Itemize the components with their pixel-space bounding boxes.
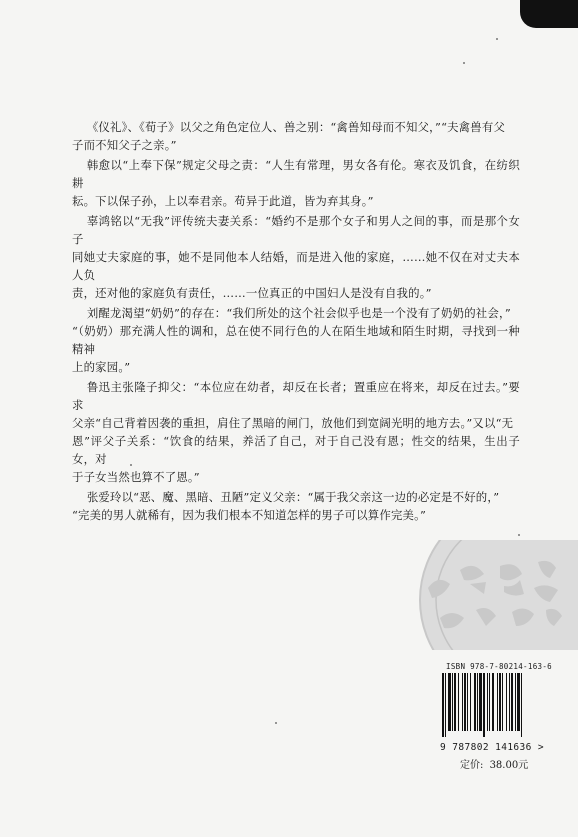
paragraph-line: 张爱玲以“恶、魔、黑暗、丑陋”定义父亲：“属于我父亲这一边的必定是不好的，” xyxy=(86,490,500,504)
barcode-bar xyxy=(521,673,522,737)
barcode-bar xyxy=(489,673,490,731)
paragraph-line: “完美的男人就稀有，因为我们根本不知道怎样的男子可以算作完美。” xyxy=(72,508,427,522)
barcode-bar xyxy=(462,673,463,731)
scan-speck xyxy=(463,62,465,64)
paragraph-line: 上的家园。” xyxy=(72,360,131,374)
isbn-barcode xyxy=(440,662,558,753)
quote-paragraph xyxy=(72,378,520,486)
paragraph-line: 《仪礼》、《荀子》以父之角色定位人、兽之别：“禽兽知母而不知父，”“夫禽兽有父 xyxy=(86,120,506,134)
barcode-bar xyxy=(464,673,466,731)
paragraph-line: 父亲“自己背着因袭的重担，肩住了黑暗的闸门，放他们到宽阔光明的地方去。”又以“无 xyxy=(72,416,514,430)
seal-icon xyxy=(400,540,578,650)
barcode-bar xyxy=(517,673,520,731)
barcode-bar xyxy=(487,673,488,731)
barcode-bar xyxy=(483,673,485,737)
quote-paragraph xyxy=(72,304,520,376)
barcode-bar xyxy=(458,673,459,731)
paragraph-line: 辜鸿铭以“无我”评传统夫妻关系：“婚约不是那个女子和男人之间的事，而是那个女子 xyxy=(72,214,520,246)
barcode-bar xyxy=(506,673,507,731)
barcode-bar xyxy=(467,673,468,731)
paragraph-line: 同她丈夫家庭的事，她不是同他本人结婚，而是进入他的家庭，……她不仅在对丈夫本人负 xyxy=(72,250,520,282)
back-cover-text xyxy=(72,118,520,526)
paragraph-line: 于子女当然也算不了恩。” xyxy=(72,470,200,484)
isbn-label: ISBN 978-7-80214-163-6 xyxy=(446,662,552,671)
corner-tab-decoration xyxy=(520,0,578,28)
quote-paragraph xyxy=(72,156,520,210)
barcode-bar xyxy=(448,673,451,731)
barcode-bar xyxy=(492,673,494,731)
barcode-bar xyxy=(499,673,501,731)
barcode-bar xyxy=(497,673,498,731)
barcode-bar xyxy=(452,673,453,731)
publisher-seal-watermark xyxy=(400,540,578,650)
barcode-bar xyxy=(445,673,446,737)
barcode-bar xyxy=(470,673,471,731)
quote-paragraph xyxy=(72,118,520,154)
price-label: 定价: xyxy=(460,760,484,771)
scan-speck xyxy=(275,722,277,724)
barcode-digits: 9 787802 141636 > xyxy=(440,742,545,753)
barcode-bar xyxy=(454,673,456,731)
paragraph-line: 韩愈以“上奉下保”规定父母之责：“人生有常理，男女各有伦。寒衣及饥食，在纺织耕 xyxy=(72,158,520,190)
paragraph-line: “（奶奶）那充满人性的调和，总在使不同行色的人在陌生地域和陌生时期，寻找到一种精神 xyxy=(72,324,520,356)
barcode-bar xyxy=(474,673,476,731)
paragraph-line: 恩”评父子关系：“饮食的结果，养活了自己，对于自己没有恩；性交的结果，生出子女，对 xyxy=(72,434,520,466)
barcode-bar xyxy=(442,673,444,737)
paragraph-line: 耘。下以保子孙，上以奉君亲。苟异于此道，皆为弃其身。” xyxy=(72,194,374,208)
scan-speck xyxy=(496,38,498,40)
scan-speck xyxy=(518,534,520,536)
barcode-bar xyxy=(502,673,503,731)
price-value: 38.00元 xyxy=(489,760,529,771)
barcode-bar xyxy=(477,673,478,731)
quote-paragraph xyxy=(72,212,520,302)
barcode-bar xyxy=(515,673,516,731)
quote-paragraph xyxy=(72,488,520,524)
price xyxy=(460,756,531,771)
paragraph-line: 子而不知父子之亲。” xyxy=(72,138,177,152)
barcode-bar xyxy=(479,673,482,731)
paragraph-line: 刘醒龙渴望“奶奶”的存在：“我们所处的这个社会似乎也是一个没有了奶奶的社会，” xyxy=(86,306,511,320)
barcode-icon xyxy=(440,673,558,737)
paragraph-line: 责，还对他的家庭负有责任，……一位真正的中国妇人是没有自我的。” xyxy=(72,286,432,300)
paragraph-line: 鲁迅主张隆子抑父：“本位应在幼者，却反在长者；置重应在将来，却反在过去。”要求 xyxy=(72,380,520,412)
barcode-bar xyxy=(509,673,510,731)
barcode-bar xyxy=(511,673,513,731)
